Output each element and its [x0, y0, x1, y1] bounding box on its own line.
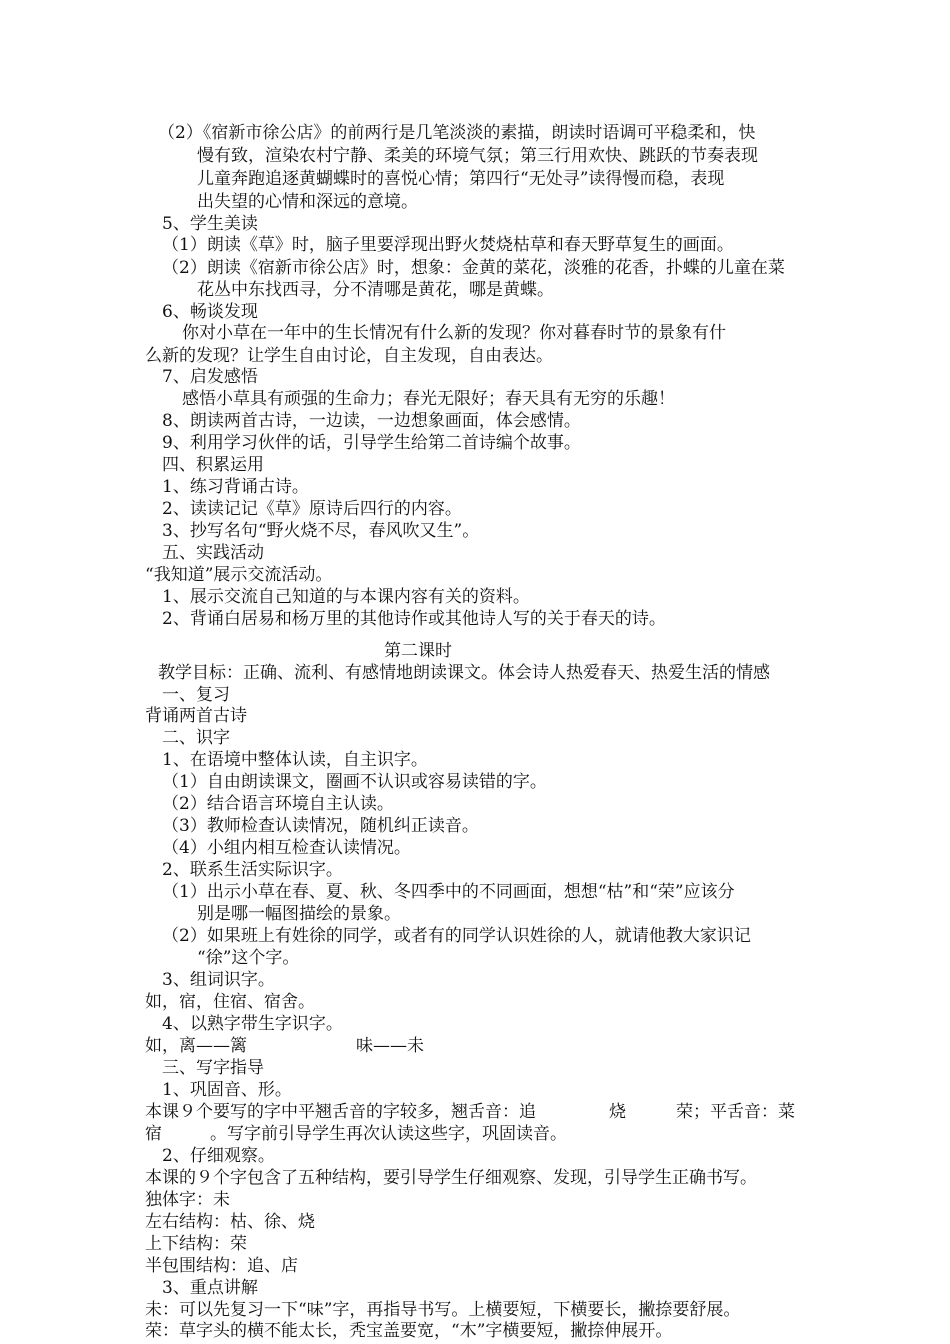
text-line: 1、展示交流自己知道的与本课内容有关的资料。 — [162, 587, 530, 607]
text-line: 3、组词识字。 — [162, 970, 275, 990]
text-line: 宿 — [145, 1124, 162, 1144]
text-line: 2、读读记记《草》原诗后四行的内容。 — [162, 499, 462, 519]
text-line: （2）如果班上有姓徐的同学，或者有的同学认识姓徐的人，就请他教大家识记 — [162, 926, 751, 946]
text-line: 本课９个要写的字中平翘舌音的字较多，翘舌音：追 — [145, 1102, 536, 1122]
text-line: 背诵两首古诗 — [145, 706, 247, 726]
text-line: 如，离——篱 — [145, 1036, 247, 1056]
text-line: 4、以熟字带生字识字。 — [162, 1014, 343, 1034]
section-heading: 二、识字 — [162, 728, 230, 748]
text-line: 儿童奔跑追逐黄蝴蝶时的喜悦心情；第四行“无处寻”读得慢而稳，表现 — [197, 169, 725, 189]
section-heading: 四、积累运用 — [162, 455, 264, 475]
text-line: 3、抄写名句“野火烧不尽，春风吹又生”。 — [162, 521, 480, 541]
text-line: 如，宿，住宿、宿舍。 — [145, 992, 315, 1012]
text-line: 2、背诵白居易和杨万里的其他诗作或其他诗人写的关于春天的诗。 — [162, 609, 666, 629]
section-heading: 7、启发感悟 — [162, 367, 258, 387]
text-line: 荣；平舌音：菜 — [676, 1102, 795, 1122]
section-heading: 三、写字指导 — [162, 1058, 264, 1078]
text-line: 。写字前引导学生再次认读这些字，巩固读音。 — [210, 1124, 567, 1144]
text-line: 慢有致，渲染农村宁静、柔美的环境气氛；第三行用欢快、跳跃的节奏表现 — [197, 146, 758, 166]
text-line: 么新的发现？让学生自由讨论，自主发现，自由表达。 — [145, 346, 553, 366]
text-line: 1、巩固音、形。 — [162, 1080, 292, 1100]
text-line: 本课的９个字包含了五种结构，要引导学生仔细观察、发现，引导学生正确书写。 — [145, 1168, 757, 1188]
text-line: （2）《宿新市徐公店》的前两行是几笔淡淡的素描，朗读时语调可平稳柔和，快 — [158, 123, 756, 143]
text-line: 味——未 — [356, 1036, 424, 1056]
text-line: （4）小组内相互检查认读情况。 — [162, 838, 411, 858]
text-line: 左右结构：枯、徐、烧 — [145, 1212, 315, 1232]
text-line: 8、朗读两首古诗，一边读，一边想象画面，体会感情。 — [162, 411, 581, 431]
text-line: 半包围结构：追、店 — [145, 1256, 298, 1276]
text-line: 感悟小草具有顽强的生命力；春光无限好；春天具有无穷的乐趣！ — [182, 389, 675, 409]
text-line: 1、在语境中整体认读，自主识字。 — [162, 750, 428, 770]
text-line: 烧 — [609, 1102, 626, 1122]
text-line: （2）朗读《宿新市徐公店》时，想象：金黄的菜花，淡雅的花香，扑蝶的儿童在菜 — [162, 258, 785, 278]
text-line: （3）教师检查认读情况，随机纠正读音。 — [162, 816, 479, 836]
section-heading: 6、畅谈发现 — [162, 302, 258, 322]
text-line: （2）结合语言环境自主认读。 — [162, 794, 394, 814]
text-line: 独体字：未 — [145, 1190, 230, 1210]
text-line: 3、重点讲解 — [162, 1278, 258, 1298]
text-line: “我知道”展示交流活动。 — [145, 565, 333, 585]
section-heading: 一、复习 — [162, 685, 230, 705]
text-line: 上下结构：荣 — [145, 1234, 247, 1254]
section-heading: 五、实践活动 — [162, 543, 264, 563]
text-line: 出失望的心情和深远的意境。 — [197, 192, 418, 212]
text-line: 花丛中东找西寻，分不清哪是黄花，哪是黄蝶。 — [197, 280, 554, 300]
text-line: 未：可以先复习一下“味”字，再指导书写。上横要短，下横要长，撇捺要舒展。 — [145, 1300, 741, 1320]
section-heading: 5、学生美读 — [162, 214, 258, 234]
text-line: 9、利用学习伙伴的话，引导学生给第二首诗编个故事。 — [162, 433, 581, 453]
text-line: 2、联系生活实际识字。 — [162, 860, 343, 880]
text-line: （1）朗读《草》时，脑子里要浮现出野火焚烧枯草和春天野草复生的画面。 — [162, 235, 734, 255]
text-line: 教学目标：正确、流利、有感情地朗读课文。体会诗人热爱春天、热爱生活的情感 — [158, 663, 770, 683]
text-line: 别是哪一幅图描绘的景象。 — [197, 904, 401, 924]
text-line: （1）自由朗读课文，圈画不认识或容易读错的字。 — [162, 772, 547, 792]
text-line: 你对小草在一年中的生长情况有什么新的发现？你对暮春时节的景象有什 — [182, 323, 726, 343]
text-line: （1）出示小草在春、夏、秋、冬四季中的不同画面，想想“枯”和“荣”应该分 — [162, 882, 735, 902]
text-line: 荣：草字头的横不能太长，秃宝盖要宽，“木”字横要短，撇捺伸展开。 — [145, 1321, 673, 1341]
text-line: “徐”这个字。 — [197, 948, 300, 968]
lesson-title: 第二课时 — [384, 641, 452, 661]
text-line: 2、仔细观察。 — [162, 1146, 275, 1166]
text-line: 1、练习背诵古诗。 — [162, 477, 309, 497]
